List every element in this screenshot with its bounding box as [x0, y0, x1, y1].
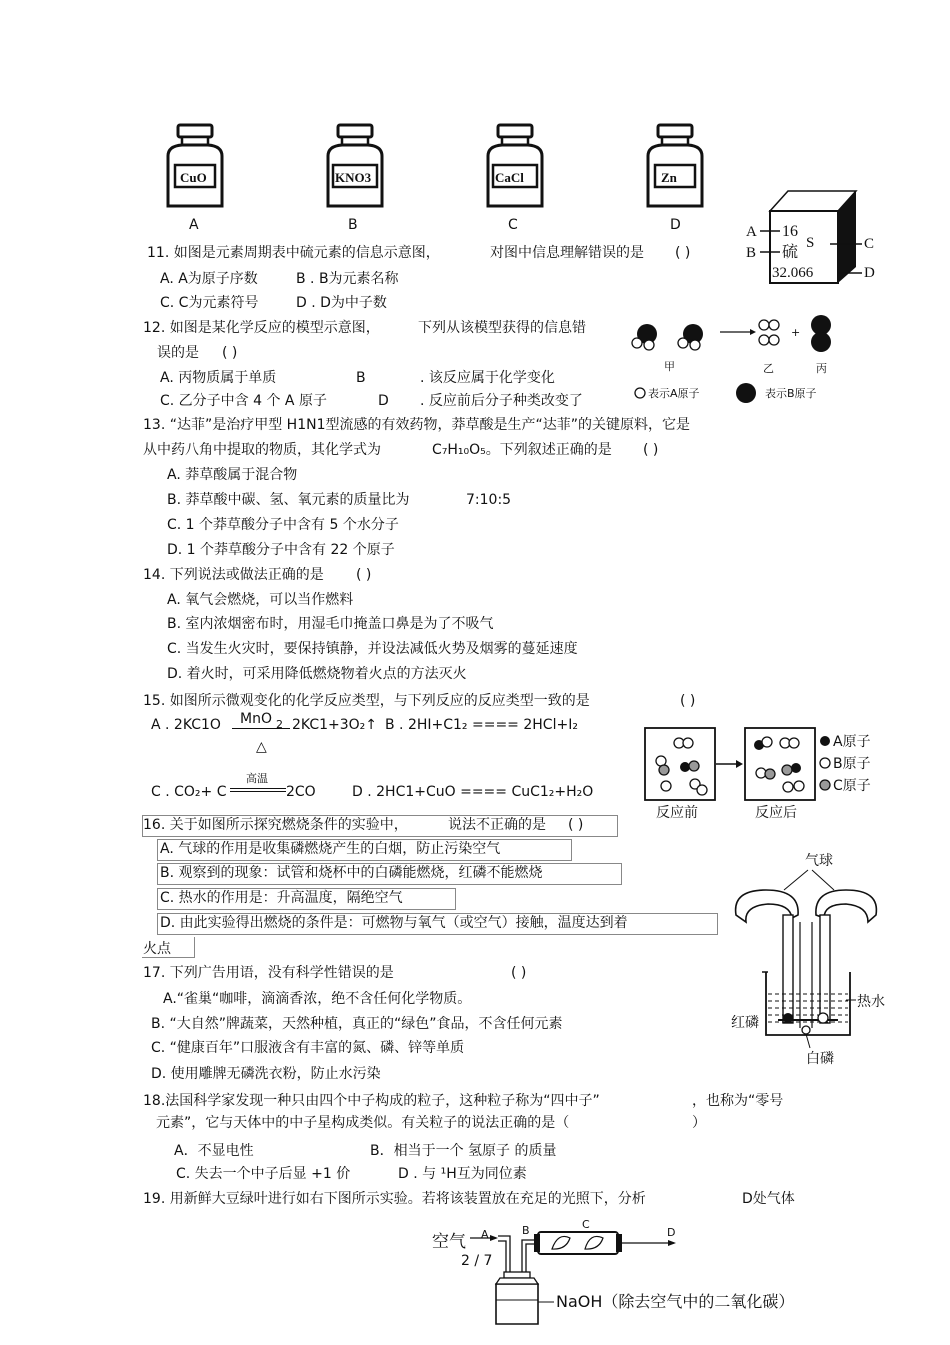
q15-option-a: A . 2KC1O — [151, 717, 221, 733]
q13-stem: 13. “达菲”是治疗甲型 H1N1型流感的有效药物，莽草酸是生产“达菲”的关键原料，它是 — [143, 417, 690, 433]
q12-stem: 12. 如图是某化学反应的模型示意图， — [143, 320, 380, 336]
q18-option-d: D . 与 ¹H互为同位素 — [398, 1166, 527, 1182]
q18-stem: 18.法国科学家发现一种只由四个中子构成的粒子，这种粒子称为“四中子” — [143, 1093, 600, 1109]
q18-option-a: A．不显电性 — [174, 1143, 254, 1159]
bottle-cacl — [480, 122, 550, 212]
q15-option-c-condition: 高温 — [246, 772, 268, 785]
bottle-letter-c: C — [508, 217, 518, 233]
q16-option-c: C. 热水的作用是：升高温度，隔绝空气 — [160, 890, 403, 906]
q15-option-c-arrow-bottom — [230, 791, 286, 792]
q14-option-b: B. 室内浓烟密布时，用湿毛巾掩盖口鼻是为了不吸气 — [167, 616, 494, 632]
element-mass: 32.066 — [772, 265, 814, 281]
q12-legend-a: 表示A原子 — [648, 387, 700, 400]
q16-option-d-cont: 火点 — [143, 941, 171, 957]
q17-paren: ( ) — [511, 965, 527, 981]
q17-option-b: B. “大自然”牌蔬菜，天然种植，真正的“绿色”食品，不含任何元素 — [151, 1016, 563, 1032]
q14-option-a: A. 氧气会燃烧，可以当作燃料 — [167, 592, 354, 608]
q18-option-b: B．相当于一个 氢原子 的质量 — [370, 1143, 557, 1159]
q19-label-naoh: NaOH（除去空气中的二氧化碳） — [556, 1292, 795, 1311]
q16-stem-2: 说法不正确的是 — [448, 817, 546, 833]
bottle-letter-b: B — [348, 217, 358, 233]
q12-plus: + — [791, 326, 801, 339]
q11-option-d: D . D为中子数 — [296, 295, 387, 311]
q16-label-red-phosphorus: 红磷 — [731, 1015, 759, 1031]
q16-label-white-phosphorus: 白磷 — [806, 1051, 834, 1067]
q15-option-c: C . CO₂+ C — [151, 784, 227, 800]
q19-leaf-apparatus — [430, 1216, 850, 1328]
q15-option-a-arrow-line — [232, 728, 290, 729]
q19-label-d: D — [667, 1226, 676, 1239]
element-label-c: C — [864, 236, 875, 252]
q17-option-d: D. 使用雕牌无磷洗衣粉，防止水污染 — [151, 1066, 381, 1082]
q16-option-d: D. 由此实验得出燃烧的条件是：可燃物与氧气（或空气）接触，温度达到着 — [160, 915, 628, 931]
q12-legend-b: 表示B原子 — [765, 387, 817, 400]
q19-label-a: A — [481, 1228, 489, 1241]
q15-option-a-heat: △ — [256, 739, 267, 755]
q12-option-b: . 该反应属于化学变化 — [420, 370, 555, 386]
q15-legend-a: A原子 — [833, 734, 871, 750]
page-number: 2 / 7 — [461, 1253, 493, 1269]
q13-option-c: C. 1 个莽草酸分子中含有 5 个水分子 — [167, 517, 399, 533]
q18-option-c: C. 失去一个中子后显 +1 价 — [176, 1166, 351, 1182]
q13-formula: C₇H₁₀O₅。下列叙述正确的是 — [432, 442, 612, 458]
q15-option-a-catalyst-sub: 2 — [276, 718, 283, 731]
q13-option-b: B. 莽草酸中碳、氢、氧元素的质量比为 — [167, 492, 410, 508]
q12-label-yi: 乙 — [763, 362, 774, 375]
element-symbol: S — [806, 235, 815, 251]
bottle-letter-d: D — [670, 217, 681, 233]
bottle-letter-a: A — [189, 217, 199, 233]
element-number: 16 — [782, 223, 798, 240]
q19-label-c: C — [582, 1218, 590, 1231]
element-label-a: A — [746, 224, 757, 240]
q16-option-b: B. 观察到的现象：试管和烧杯中的白磷能燃烧，红磷不能燃烧 — [160, 865, 543, 881]
q16-label-balloon: 气球 — [805, 853, 833, 869]
q15-stem: 15. 如图所示微观变化的化学反应类型，与下列反应的反应类型一致的是 — [143, 693, 590, 709]
q16-paren: ( ) — [568, 817, 584, 833]
q11-option-b: B . B为元素名称 — [296, 271, 399, 287]
q12-paren: ( ) — [222, 345, 238, 361]
q13-option-a: A. 莽草酸属于混合物 — [167, 467, 298, 483]
q15-label-after: 反应后 — [755, 805, 797, 821]
q13-option-d: D. 1 个莽草酸分子中含有 22 个原子 — [167, 542, 395, 558]
q14-option-c: C. 当发生火灾时，要保持镇静，并设法减低火势及烟雾的蔓延速度 — [167, 641, 578, 657]
q11-option-c: C. C为元素符号 — [160, 295, 259, 311]
q18-stem-2: 元素”，它与天体中的中子星构成类似。有关粒子的说法正确的是（ — [156, 1115, 570, 1131]
bottle-label-zn: Zn — [661, 170, 677, 185]
q12-option-d-letter: D — [378, 393, 389, 409]
q15-legend-b: B原子 — [833, 756, 871, 772]
q16-label-hot-water: 热水 — [857, 994, 885, 1010]
q11-stem-2: 对图中信息理解错误的是 — [490, 245, 644, 261]
q15-option-c-arrow-top — [230, 788, 286, 789]
q12-option-c: C. 乙分子中含 4 个 A 原子 — [160, 393, 327, 409]
q16-option-a: A. 气球的作用是收集磷燃烧产生的白烟，防止污染空气 — [160, 841, 501, 857]
q14-option-d: D. 着火时，可采用降低燃烧物着火点的方法灭火 — [167, 666, 467, 682]
q15-paren: ( ) — [680, 693, 696, 709]
q17-option-a: A.“雀巢“咖啡，滴滴香浓，绝不含任何化学物质。 — [163, 991, 472, 1007]
bottle-label-cacl: CaCl — [495, 170, 524, 185]
q15-legend-c: C原子 — [833, 778, 871, 794]
q15-option-c-product: 2CO — [286, 784, 316, 800]
q11-option-a: A. A为原子序数 — [160, 271, 258, 287]
bottle-kno3 — [320, 122, 390, 212]
q15-option-a-catalyst: MnO — [240, 711, 272, 727]
q19-label-air: 空气 — [432, 1232, 466, 1252]
q15-option-a-products: 2KC1+3O₂↑ — [292, 717, 378, 733]
q15-label-before: 反应前 — [656, 805, 698, 821]
q19-stem: 19. 用新鲜大豆绿叶进行如右下图所示实验。若将该装置放在充足的光照下，分析 — [143, 1191, 646, 1207]
q12-label-bing: 丙 — [816, 362, 827, 375]
element-label-b: B — [746, 245, 757, 261]
q14-paren: ( ) — [356, 567, 372, 583]
q12-stem-2: 下列从该模型获得的信息错 — [418, 320, 586, 336]
q12-option-b-letter: B — [356, 370, 366, 386]
bottle-cuo — [160, 122, 230, 212]
q18-paren-close: ） — [692, 1115, 706, 1131]
q12-option-d: . 反应前后分子种类改变了 — [420, 393, 583, 409]
q12-stem-3: 误的是 — [157, 345, 199, 361]
element-name: 硫 — [782, 242, 799, 261]
q15-option-d: D . 2HC1+CuO ==== CuC1₂+H₂O — [352, 784, 594, 800]
q12-label-jia: 甲 — [664, 360, 675, 373]
q19-stem-b: D处气体 — [742, 1191, 795, 1207]
element-label-d: D — [864, 265, 875, 281]
bottle-label-kno3: KNO3 — [335, 170, 372, 185]
bottle-label-cuo: CuO — [180, 170, 207, 185]
q17-option-c: C. “健康百年”口服液含有丰富的氮、磷、锌等单质 — [151, 1040, 465, 1056]
q19-label-b: B — [522, 1224, 530, 1237]
q13-option-b-ratio: 7:10:5 — [466, 492, 512, 508]
q13-stem-2: 从中药八角中提取的物质，其化学式为 — [143, 442, 381, 458]
q17-stem: 17. 下列广告用语，没有科学性错误的是 — [143, 965, 394, 981]
q11-paren: ( ) — [675, 245, 691, 261]
q14-stem: 14. 下列说法或做法正确的是 — [143, 567, 324, 583]
q16-stem: 16. 关于如图所示探究燃烧条件的实验中， — [143, 817, 408, 833]
q13-paren: ( ) — [643, 442, 659, 458]
q12-option-a: A. 丙物质属于单质 — [160, 370, 277, 386]
bottle-zn — [640, 122, 710, 212]
q18-stem-b: ，也称为“零号 — [692, 1093, 784, 1109]
q15-option-b: B . 2HI+C1₂ ==== 2HCl+I₂ — [385, 717, 578, 733]
q11-stem: 11. 如图是元素周期表中硫元素的信息示意图， — [147, 245, 440, 261]
